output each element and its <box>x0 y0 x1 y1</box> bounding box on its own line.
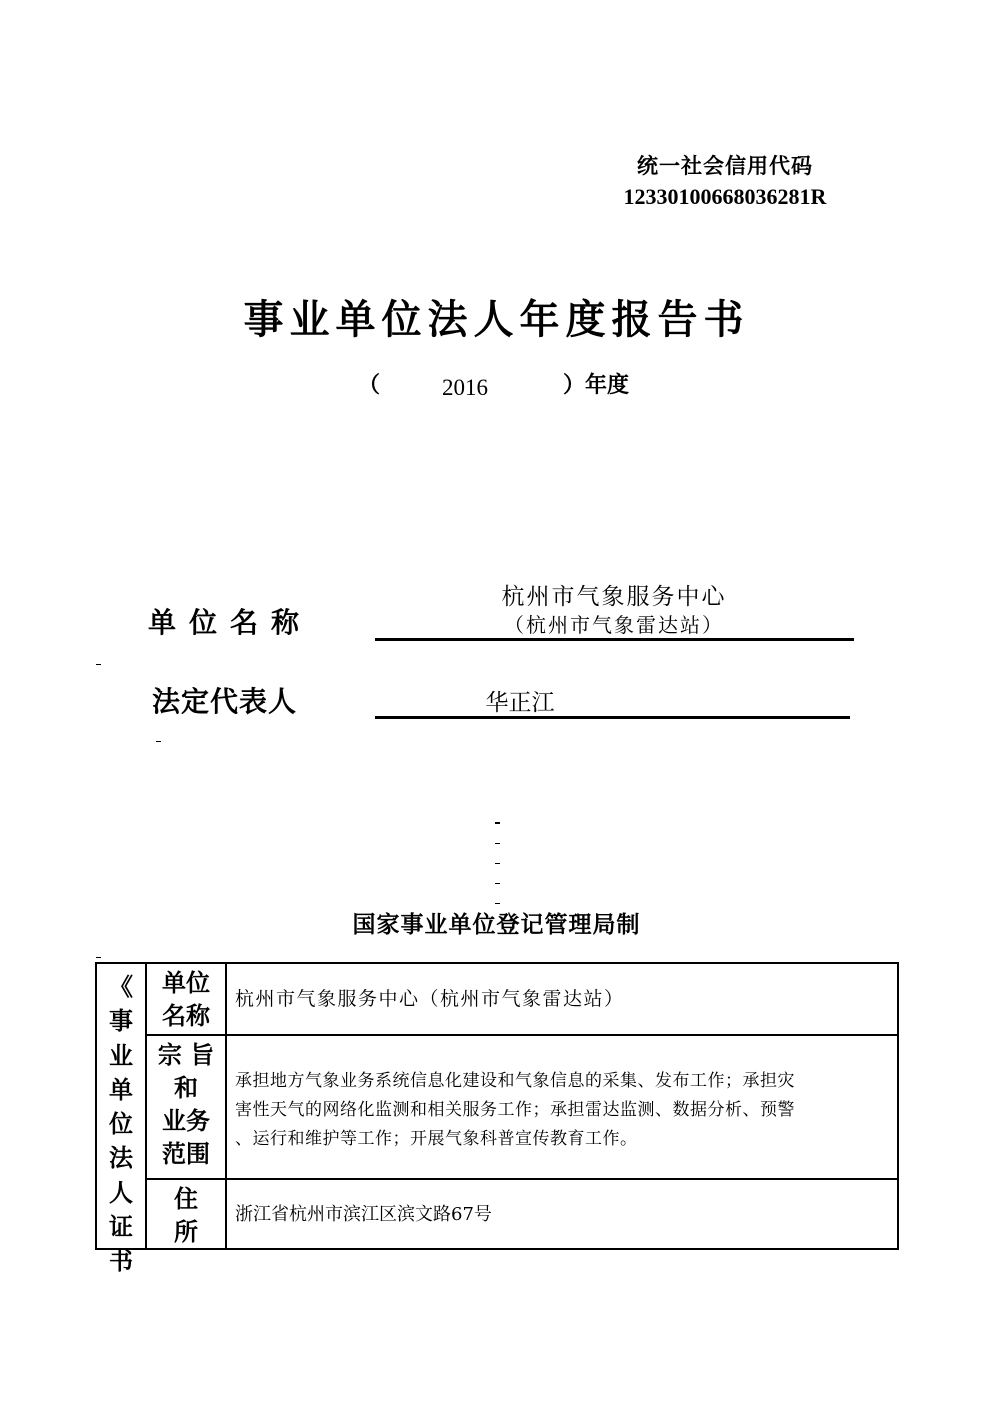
report-year: 2016 <box>442 375 488 400</box>
side-title-char: 《 <box>109 972 133 1001</box>
unit-name-line2: （杭州市气象雷达站） <box>504 613 724 637</box>
row-label-address <box>147 1180 225 1248</box>
table-divider <box>145 1034 897 1036</box>
stray-mark <box>495 863 500 864</box>
issuer-line: 国家事业单位登记管理局制 <box>352 911 641 938</box>
stray-mark <box>495 843 500 844</box>
row-value-unit-name: 杭州市气象服务中心（杭州市气象雷达站） <box>235 988 625 1010</box>
purpose-line: 害性天气的网络化监测和相关服务工作；承担雷达监测、数据分析、预警 <box>235 1100 795 1120</box>
row-label-line: 住 <box>174 1184 198 1213</box>
stray-mark <box>495 903 500 904</box>
row-label-line: 和 <box>174 1073 198 1102</box>
side-title-char: 业 <box>109 1040 133 1070</box>
stray-mark <box>495 822 500 824</box>
page-title: 事业单位法人年度报告书 <box>243 297 750 343</box>
row-label-line: 所 <box>174 1217 198 1246</box>
side-title-char: 法 <box>109 1143 133 1173</box>
legal-rep-name: 华正江 <box>485 690 555 716</box>
legal-rep-label: 法定代表人 <box>152 685 298 718</box>
stray-mark <box>96 957 101 958</box>
year-open-paren: （ <box>358 372 381 398</box>
row-label-unit-name <box>147 964 225 1032</box>
row-label-line: 宗 旨 <box>157 1040 215 1069</box>
purpose-line: 、运行和维护等工作；开展气象科普宣传教育工作。 <box>235 1129 638 1149</box>
legal-rep-underline <box>375 716 850 719</box>
credit-code-label: 统一社会信用代码 <box>637 153 813 178</box>
side-title-char: 单 <box>109 1074 133 1104</box>
certificate-table <box>95 962 899 1276</box>
side-title-char: 位 <box>109 1109 133 1139</box>
row-value-purpose <box>235 1067 871 1154</box>
row-label-purpose <box>147 1038 225 1170</box>
row-label-line: 范围 <box>162 1139 210 1168</box>
row-label-line: 单位 <box>162 968 210 997</box>
unit-name-underline <box>375 638 854 641</box>
row-value-address: 浙江省杭州市滨江区滨文路67号 <box>235 1204 492 1225</box>
row-label-line: 业务 <box>162 1106 210 1135</box>
year-suffix: ）年度 <box>563 372 630 398</box>
stray-mark <box>96 664 101 665</box>
unit-name-label: 单位名称 <box>148 606 313 639</box>
credit-code-value: 12330100668036281R <box>623 184 827 209</box>
table-divider <box>145 1178 897 1180</box>
stray-mark <box>495 883 500 884</box>
purpose-line: 承担地方气象业务系统信息化建设和气象信息的采集、发布工作；承担灾 <box>235 1071 795 1091</box>
stray-mark <box>156 741 161 742</box>
table-divider <box>225 964 227 1248</box>
unit-name-line1: 杭州市气象服务中心 <box>501 584 727 610</box>
certificate-side-title <box>97 970 145 1279</box>
row-label-line: 名称 <box>162 1001 210 1030</box>
side-title-char: 人 <box>109 1177 133 1207</box>
side-title-char: 证 <box>109 1212 133 1242</box>
side-title-char: 书 <box>109 1246 133 1276</box>
side-title-char: 事 <box>109 1006 133 1036</box>
